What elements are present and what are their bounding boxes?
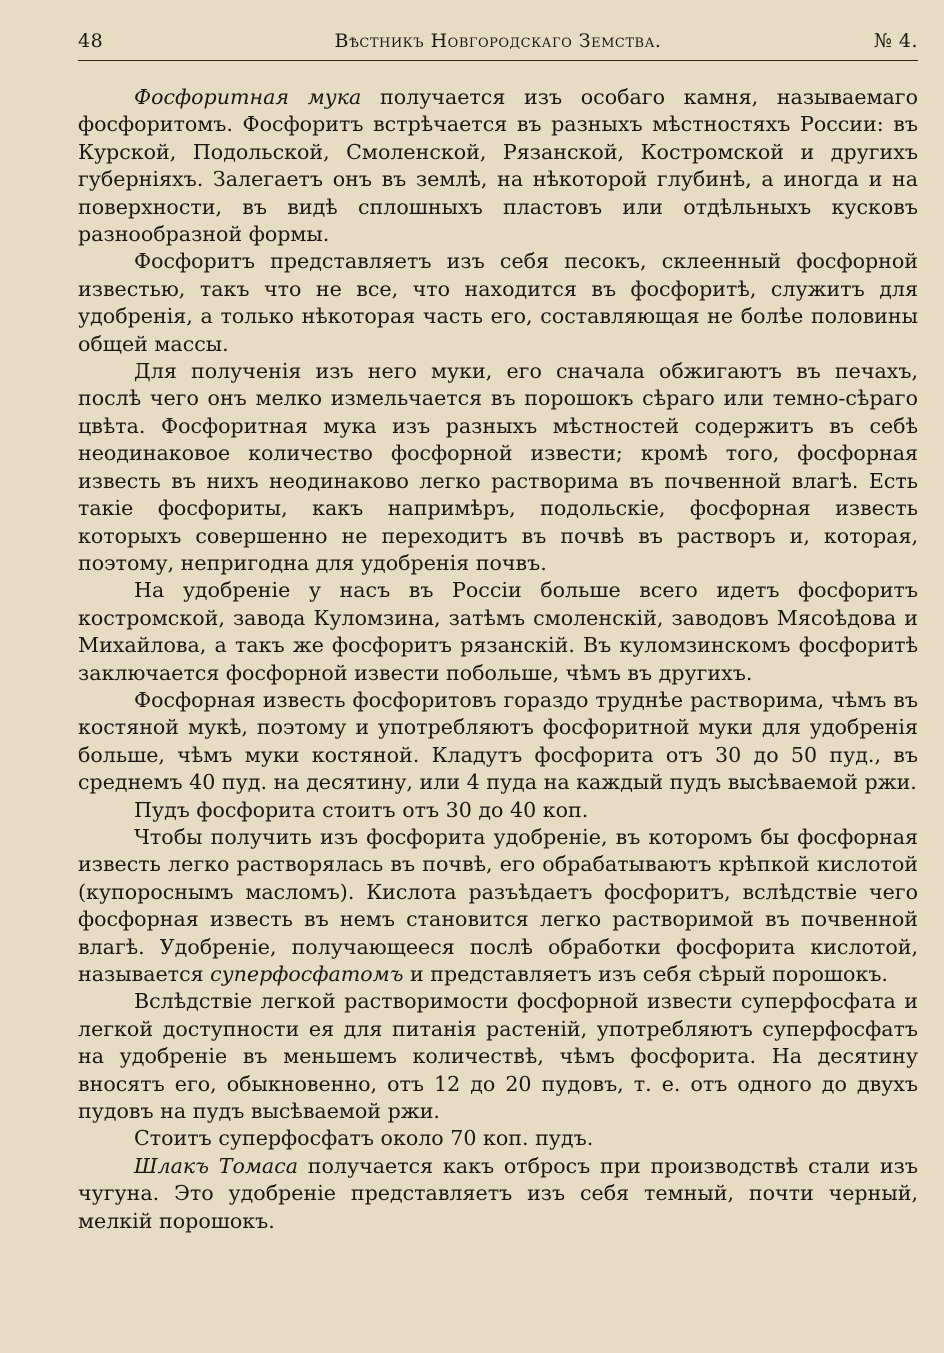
term-italic: суперфосфатомъ — [210, 962, 404, 986]
paragraph-text: Пудъ фосфорита стоитъ отъ 30 до 40 коп. — [134, 797, 589, 822]
term-italic: Фосфоритная мука — [134, 85, 362, 109]
paragraph-text: Чтобы получить изъ фосфорита удобреніе, въ которомъ бы фосфорная известь легко растворялась въ почвѣ, его обрабатываютъ крѣпкой кислотой (купороснымъ масломъ). Кислота разъѣдаетъ фосфоритъ, вслѣдствіе чего фосфорная известь въ немъ становится легко растворимой въ почвенной влагѣ. Удобреніе, получающееся послѣ обработки фосфорита кислотой, называется — [78, 824, 918, 986]
paragraph — [78, 687, 918, 797]
paragraph — [78, 358, 918, 577]
article-body — [78, 84, 918, 1235]
paragraph — [78, 988, 918, 1125]
paragraph-text: Фосфоритъ представляетъ изъ себя песокъ, склеенный фосфорной известью, такъ что не все, что находится въ фосфоритѣ, служитъ для удобренія, а только нѣкоторая часть его, составляющая не болѣе половины общей массы. — [78, 249, 918, 356]
paragraph-text: Вслѣдствіе легкой растворимости фосфорной извести суперфосфата и легкой доступности ея для питанія растеній, употребляютъ суперфосфатъ на удобреніе въ меньшемъ количествѣ, чѣмъ фосфорита. На десятину вносятъ его, обыкновенно, отъ 12 до 20 пудовъ, т. е. отъ одного до двухъ пудовъ на пудъ высѣваемой ржи. — [78, 989, 918, 1124]
paragraph-text: Для полученія изъ него муки, его сначала обжигаютъ въ печахъ, послѣ чего онъ мелко измельчается въ порошокъ сѣраго или темно-сѣраго цвѣта. Фосфоритная мука изъ разныхъ мѣстностей содержитъ въ себѣ неодинаковое количество фосфорной извести; кромѣ того, фосфорная известь въ нихъ неодинаково легко растворима въ почвенной влагѣ. Есть такіе фосфориты, какъ напримѣръ, подольскіе, фосфорная известь которыхъ совершенно не переходитъ въ почвѣ въ растворъ и, которая, поэтому, непригодна для удобренія почвъ. — [78, 359, 918, 575]
paragraph-text: На удобреніе у насъ въ Россіи больше всего идетъ фосфоритъ костромской, завода Куломзина, затѣмъ смоленскій, заводовъ Мясоѣдова и Михайлова, а такъ же фосфоритъ рязанскій. Въ куломзинскомъ фосфоритѣ заключается фосфорной извести побольше, чѣмъ въ другихъ. — [78, 578, 918, 685]
running-header — [78, 28, 918, 61]
paragraph-text: получается какъ отбросъ при производствѣ стали изъ чугуна. Это удобреніе представляетъ изъ себя темный, почти черный, мелкій порошокъ. — [78, 1153, 918, 1233]
issue-number: № 4. — [873, 30, 918, 52]
term-italic: Шлакъ Томаса — [134, 1153, 299, 1178]
paragraph — [78, 248, 918, 358]
paragraph — [78, 797, 918, 824]
paragraph-text: получается изъ особаго камня, называемаго фосфоритомъ. Фосфоритъ встрѣчается въ разныхъ мѣстностяхъ России: въ Курской, Подольской, Смоленской, Рязанской, Костромской и другихъ губерніяхъ. Залегаетъ онъ въ землѣ, на нѣкоторой глубинѣ, а иногда и на поверхности, въ видѣ сплошныхъ пластовъ или отдѣльныхъ кусковъ разнообразной формы. — [78, 85, 918, 247]
paragraph-text: Стоитъ суперфосфатъ около 70 коп. пудъ. — [134, 1126, 594, 1151]
paragraph-text: и представляетъ изъ себя сѣрый порошокъ. — [403, 962, 888, 986]
paragraph — [78, 1153, 918, 1235]
paragraph — [78, 824, 918, 988]
paragraph — [78, 1125, 918, 1152]
page-number: 48 — [78, 30, 104, 52]
paragraph-text: Фосфорная известь фосфоритовъ гораздо труднѣе растворима, чѣмъ въ костяной мукѣ, поэтому и употребляютъ фосфоритной муки для удобренія больше, чѣмъ муки костяной. Кладутъ фосфорита отъ 30 до 50 пуд., въ среднемъ 40 пуд. на десятину, или 4 пуда на каждый пудъ высѣваемой ржи. — [78, 687, 918, 795]
paragraph — [78, 577, 918, 687]
paragraph — [78, 84, 918, 248]
journal-title: Вѣстникъ Новгородскаго Земства. — [334, 30, 662, 52]
